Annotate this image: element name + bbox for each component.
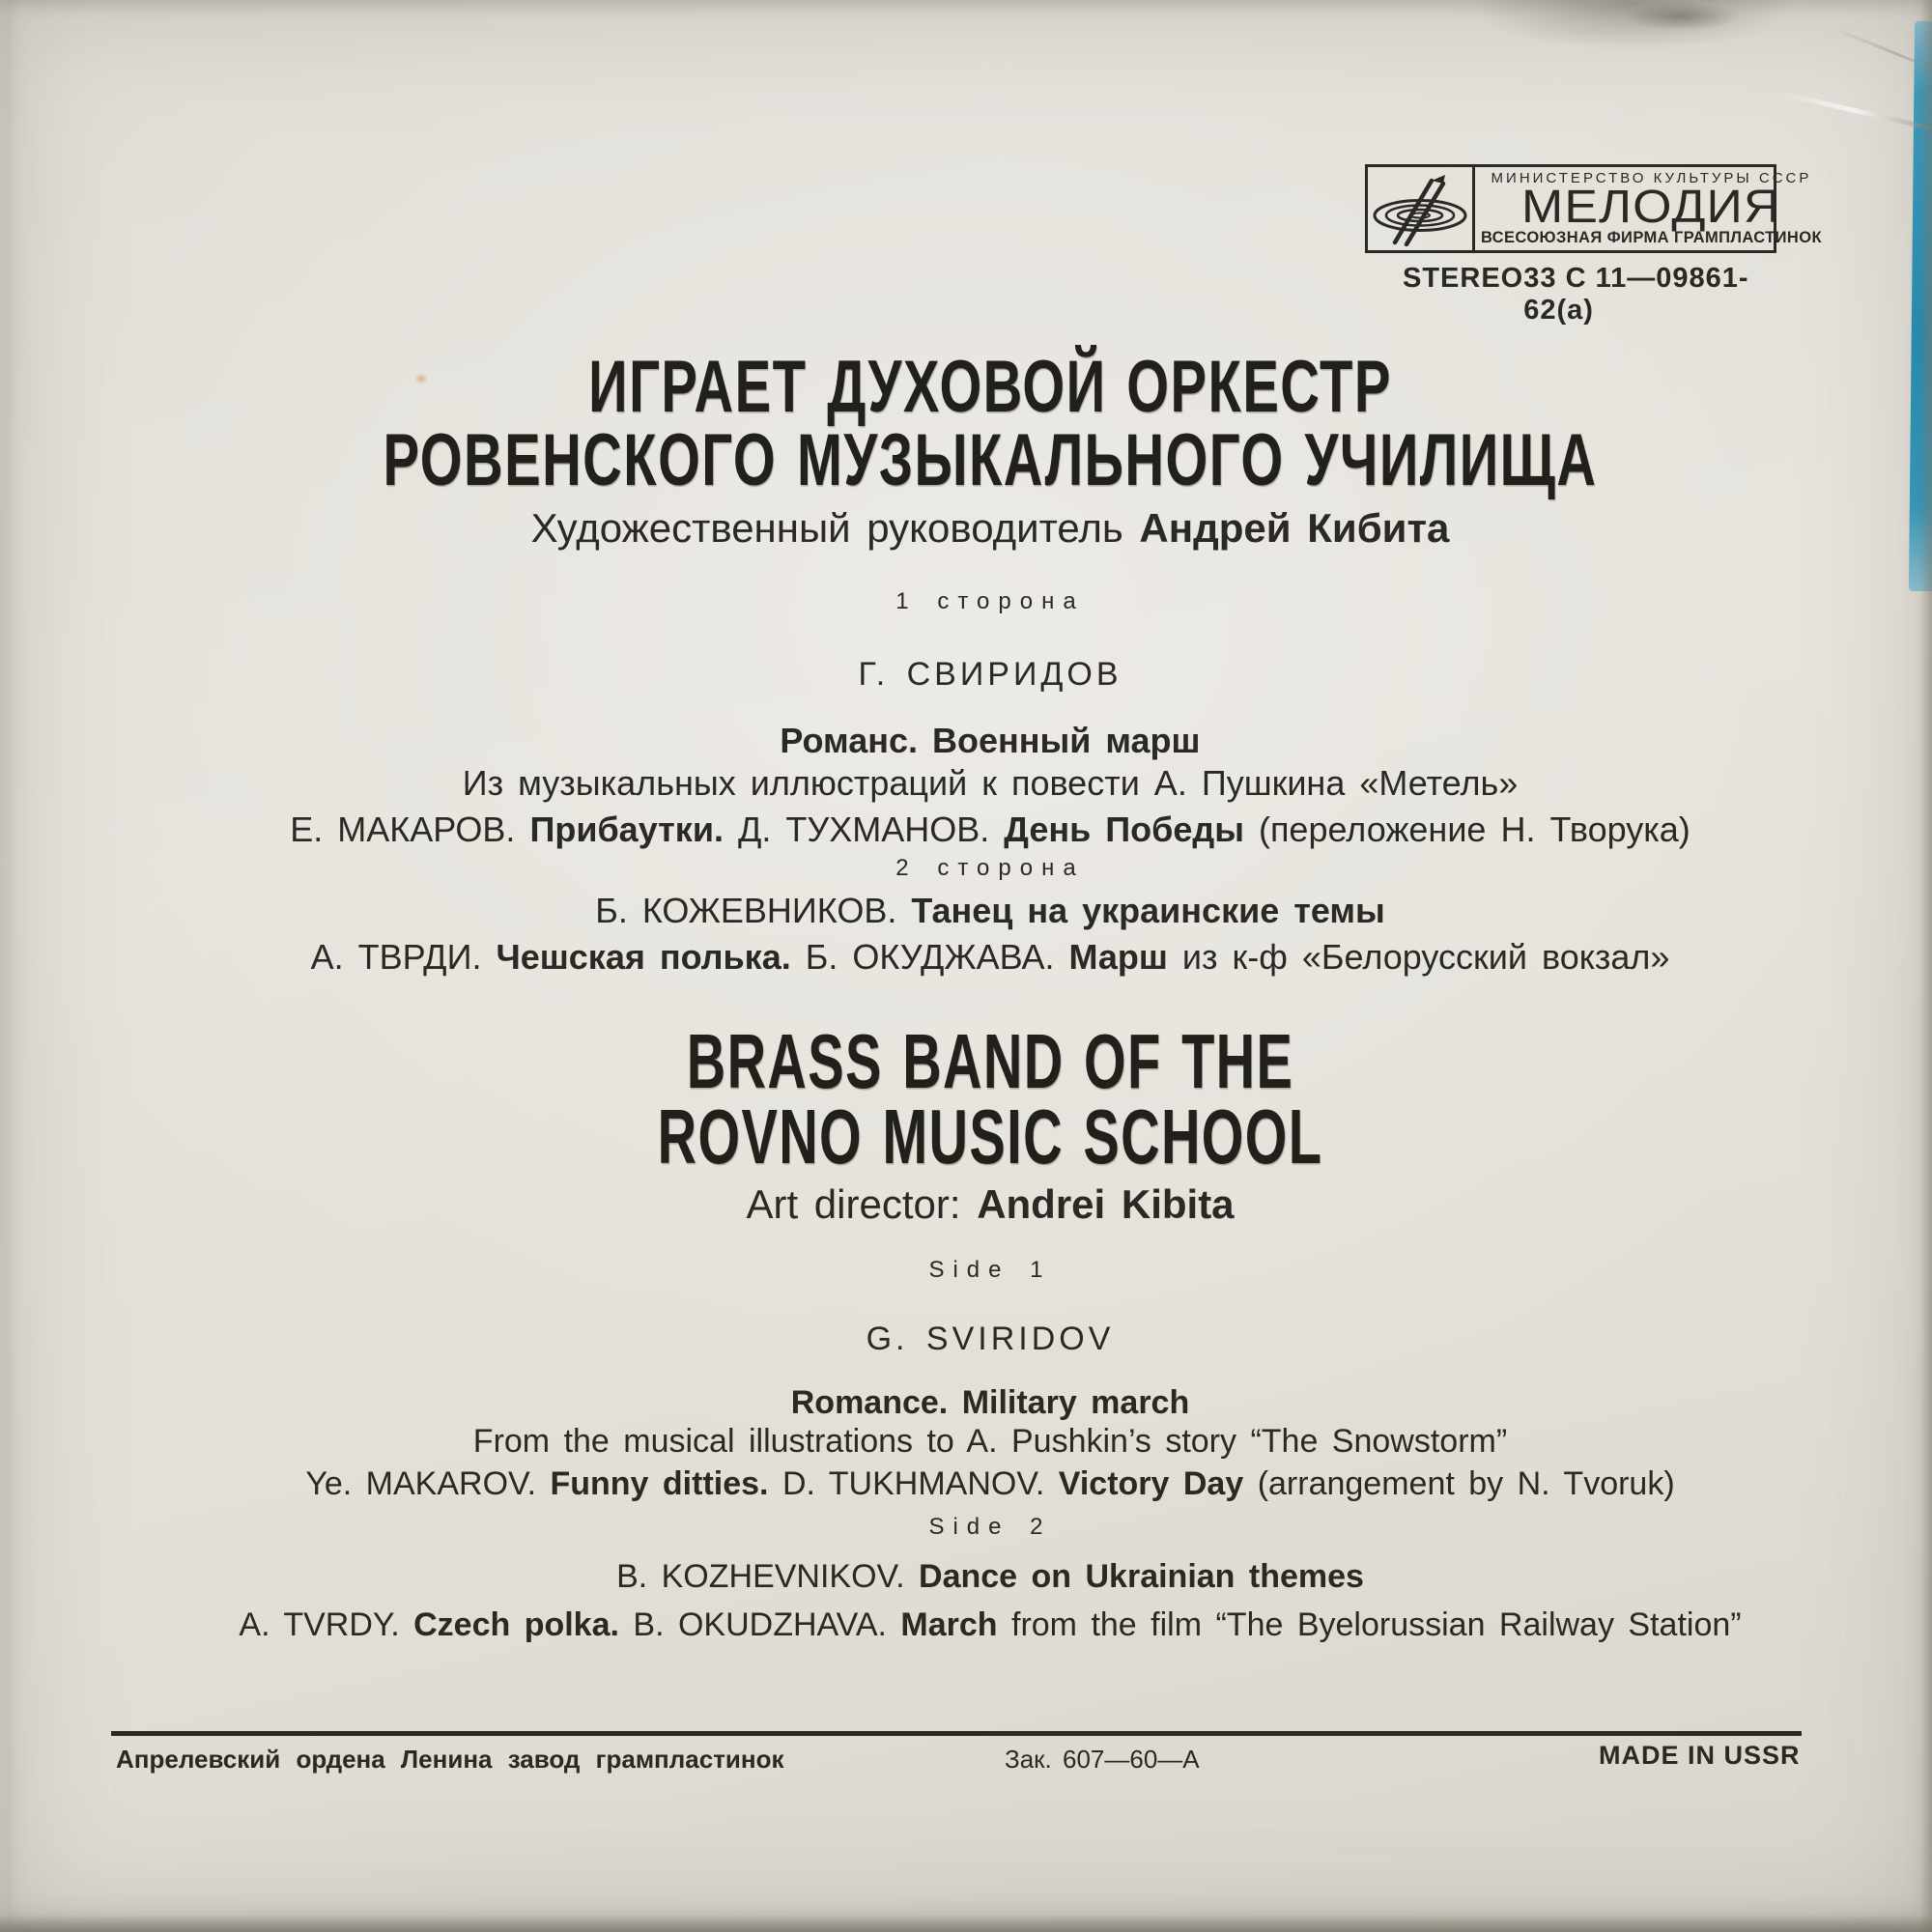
text-segment: B. KOZHEVNIKOV.	[616, 1558, 920, 1595]
work-title-en: Romance. Military march	[790, 1384, 1190, 1421]
side1-label-en: Side 1	[928, 1257, 1052, 1283]
ministry-label: МИНИСТЕРСТВО КУЛЬТУРЫ СССР	[1491, 169, 1812, 186]
side2-label-ru: 2 сторона	[895, 855, 1085, 881]
melodiya-logo	[1368, 167, 1475, 250]
tracklist-en-side2-line2	[24, 1607, 1932, 1643]
text-segment: Марш	[1068, 937, 1182, 977]
paper-crease	[1776, 90, 1932, 147]
text-segment: Е. МАКАРОВ.	[290, 810, 530, 849]
text-segment: Andrei Kibita	[977, 1181, 1235, 1227]
work-subtitle-en: From the musical illustrations to A. Pushkin’s story “The Snowstorm”	[472, 1423, 1508, 1460]
album-title-ru-line2: РОВЕНСКОГО МУЗЫКАЛЬНОГО УЧИЛИЩА	[383, 419, 1598, 501]
pressing-plant-label: Апрелевский ордена Ленина завод грампластинок	[116, 1745, 784, 1774]
paper-edge-highlight	[0, 0, 9, 1932]
brand-wordmark: МЕЛОДИЯ	[1521, 181, 1781, 233]
paper-bottom-shadow	[0, 1915, 1932, 1932]
text-segment: Б. КОЖЕВНИКОВ.	[595, 891, 912, 930]
tracklist-en-side1	[24, 1466, 1932, 1502]
text-segment: Czech polka.	[413, 1606, 634, 1643]
text-segment: Д. ТУХМАНОВ.	[737, 810, 1005, 849]
text-segment: Ye. MAKAROV.	[305, 1465, 551, 1502]
album-title-en-line1: BRASS BAND OF THE	[686, 1018, 1294, 1104]
album-title-en-line2: ROVNO MUSIC SCHOOL	[657, 1094, 1323, 1179]
tracklist-ru-side2-line2	[24, 939, 1932, 977]
publisher-text-cell	[1475, 167, 1828, 250]
text-segment: D. TUKHMANOV.	[781, 1465, 1059, 1502]
made-in-ussr-label: MADE IN USSR	[1599, 1741, 1801, 1770]
tracklist-ru-side1	[24, 811, 1932, 849]
paper-edge-shadow	[1920, 0, 1932, 1932]
order-number-label: Зак. 607—60—А	[1005, 1745, 1200, 1774]
catalog-number: 33 С 11—09861-62(а)	[1523, 263, 1749, 326]
text-segment: Чешская полька.	[496, 937, 806, 977]
format-line	[1403, 263, 1777, 327]
text-segment: День Победы	[1004, 810, 1259, 849]
text-segment: Б. ОКУДЖАВА.	[805, 937, 1069, 977]
stereo-label: STEREO	[1403, 263, 1524, 294]
text-segment: Dance on Ukrainian themes	[919, 1558, 1364, 1595]
text-segment: B. OKUDZHAVA.	[633, 1606, 901, 1643]
melodiya-logo-box	[1365, 164, 1822, 253]
art-director-en	[24, 1182, 1932, 1226]
album-title-ru-line1: ИГРАЕТ ДУХОВОЙ ОРКЕСТР	[588, 346, 1392, 428]
text-segment: из к-ф «Белорусский вокзал»	[1181, 937, 1670, 977]
text-segment: (arrangement by N. Tvoruk)	[1257, 1465, 1675, 1502]
tracklist-ru-side2-line1	[24, 893, 1932, 930]
firm-label: ВСЕСОЮЗНАЯ ФИРМА ГРАМПЛАСТИНОК	[1481, 229, 1822, 247]
melodiya-record-tuning-fork-icon	[1368, 171, 1472, 246]
text-segment: А. ТВРДИ.	[310, 937, 497, 977]
text-segment: from the film “The Byelorussian Railway Station”	[1011, 1606, 1742, 1643]
composer-en-side1: G. SVIRIDOV	[866, 1321, 1115, 1357]
art-director-ru	[24, 506, 1932, 550]
text-segment: Художественный руководитель	[530, 505, 1140, 551]
text-segment: Art director:	[746, 1181, 978, 1227]
text-segment: Funny ditties.	[550, 1465, 782, 1502]
footer-rule	[111, 1731, 1802, 1736]
work-title-ru: Романс. Военный марш	[780, 721, 1201, 760]
tracklist-en-side2-line1	[24, 1559, 1932, 1595]
composer-ru-side1: Г. СВИРИДОВ	[858, 656, 1122, 693]
text-segment: Прибаутки.	[529, 810, 738, 849]
text-segment: Victory Day	[1058, 1465, 1258, 1502]
side1-label-ru: 1 сторона	[895, 588, 1085, 614]
text-segment: A. TVRDY.	[239, 1606, 414, 1643]
work-subtitle-ru: Из музыкальных иллюстраций к повести А. Пушкина «Метель»	[462, 763, 1519, 803]
text-segment: March	[900, 1606, 1011, 1643]
text-segment: Андрей Кибита	[1139, 505, 1450, 551]
text-segment: (переложение Н. Творука)	[1258, 810, 1690, 849]
text-segment: Танец на украинские темы	[911, 891, 1385, 930]
paper-stain-dark	[1623, 2, 1739, 31]
side2-label-en: Side 2	[928, 1514, 1052, 1540]
